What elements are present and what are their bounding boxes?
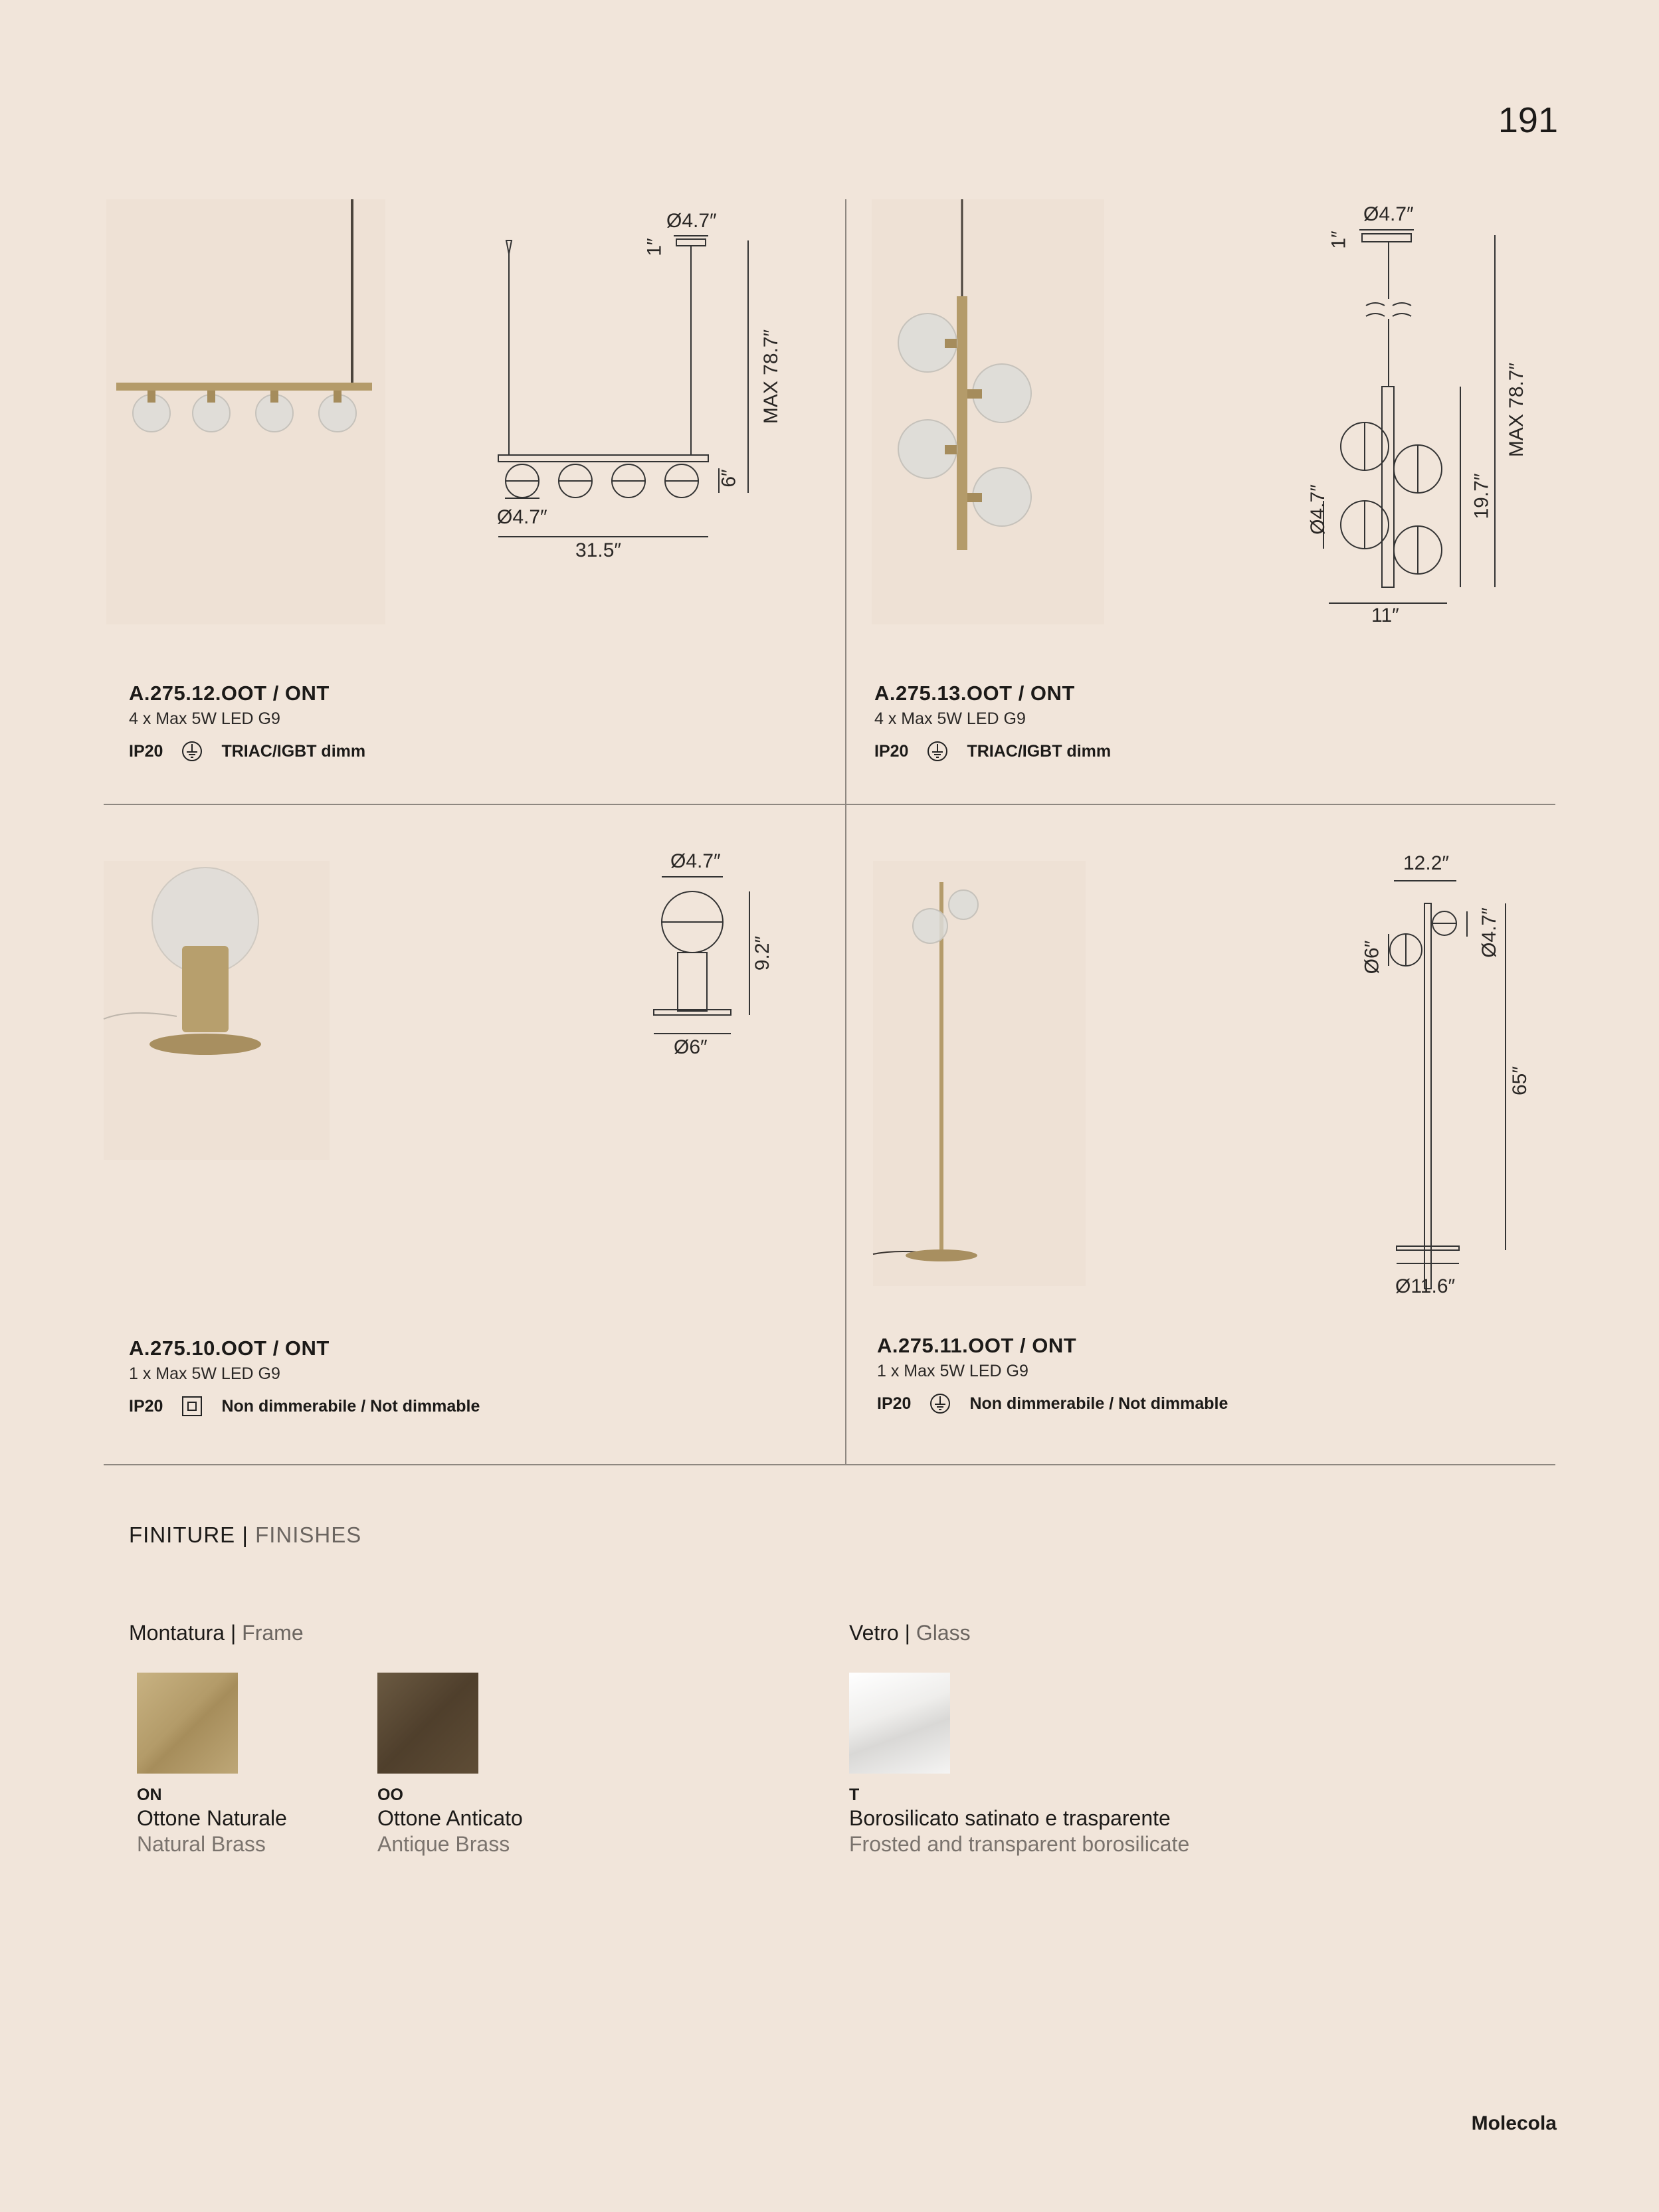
dim-body-height: 19.7″ (1470, 473, 1493, 519)
dim-globe-diameter: Ø4.7″ (497, 506, 547, 528)
dim-globe-diameter: Ø4.7″ (670, 850, 721, 872)
frame-section-title (129, 1621, 304, 1645)
dim-height: 65″ (1509, 1066, 1531, 1095)
product-spec: 4 x Max 5W LED G9 (129, 709, 280, 728)
dimming-info: TRIAC/IGBT dimm (967, 741, 1112, 761)
product-spec: 4 x Max 5W LED G9 (874, 709, 1026, 728)
product-code: A.275.13.OOT / ONT (874, 682, 1075, 705)
dim-globe-diameter: Ø4.7″ (1306, 484, 1329, 535)
finish-swatch-antique-brass (377, 1673, 523, 1857)
dim-height: 9.2″ (751, 935, 774, 971)
floor-lamp-image (873, 861, 1086, 1286)
glass-section-title (849, 1621, 971, 1645)
dim-width: 11″ (1371, 604, 1399, 626)
swatch-borosilicate-glass (849, 1673, 950, 1774)
linear-suspension-image (106, 199, 385, 624)
dim-canopy-height: 1″ (643, 238, 666, 256)
ip-rating: IP20 (874, 741, 909, 761)
grid-divider-middle (104, 804, 1555, 805)
product-photo-linear-suspension (106, 199, 385, 624)
ip-rating: IP20 (129, 741, 163, 761)
finish-name-en: Frosted and transparent borosilicate (849, 1832, 1190, 1856)
finish-swatch-natural-brass (137, 1673, 287, 1857)
swatch-antique-brass (377, 1673, 478, 1774)
finishes-title (129, 1522, 361, 1548)
glass-label-en: Glass (916, 1621, 971, 1645)
dim-canopy-diameter: Ø4.7″ (666, 210, 717, 232)
earth-ground-icon (927, 741, 948, 762)
finish-swatch-glass (849, 1673, 1189, 1857)
title-separator: | (904, 1621, 910, 1645)
finish-name-it: Ottone Naturale (137, 1806, 287, 1830)
finish-name-en: Antique Brass (377, 1832, 510, 1856)
dimming-info: Non dimmerabile / Not dimmable (221, 1396, 480, 1416)
grid-divider-bottom (104, 1464, 1555, 1465)
vertical-suspension-image (872, 199, 1104, 624)
product-photo-floor-lamp (873, 861, 1086, 1286)
dim-fixture-height: 6″ (718, 469, 740, 488)
dimming-info: TRIAC/IGBT dimm (221, 741, 366, 761)
product-info-linear-suspension (129, 682, 365, 762)
brand-name: Molecola (1471, 2112, 1557, 2134)
table-lamp-image (104, 861, 330, 1160)
finish-name-it: Ottone Anticato (377, 1806, 523, 1830)
page-number: 191 (1498, 100, 1558, 140)
grid-divider-vertical (845, 199, 846, 1465)
product-spec: 1 x Max 5W LED G9 (877, 1362, 1028, 1380)
finishes-title-it: FINITURE (129, 1522, 236, 1547)
product-code: A.275.11.OOT / ONT (877, 1334, 1077, 1357)
dim-small-globe-diameter: Ø6″ (1361, 940, 1383, 974)
dim-base-diameter: Ø11.6″ (1395, 1275, 1456, 1297)
frame-label-en: Frame (242, 1621, 304, 1645)
product-code: A.275.10.OOT / ONT (129, 1336, 330, 1360)
product-photo-vertical-suspension (872, 199, 1104, 624)
finish-code: OO (377, 1786, 403, 1804)
dim-width: 31.5″ (575, 539, 622, 561)
product-info-floor-lamp (877, 1334, 1228, 1414)
dim-base-diameter: Ø6″ (674, 1036, 708, 1058)
dim-globe-diameter: Ø4.7″ (1478, 907, 1500, 958)
product-spec: 1 x Max 5W LED G9 (129, 1364, 280, 1383)
title-separator: | (230, 1621, 237, 1645)
dim-width: 12.2″ (1403, 852, 1450, 874)
finish-code: ON (137, 1786, 162, 1804)
dim-canopy-diameter: Ø4.7″ (1363, 203, 1414, 225)
dimming-info: Non dimmerabile / Not dimmable (969, 1394, 1228, 1413)
glass-label-it: Vetro (849, 1621, 899, 1645)
technical-drawing-vertical-suspension (1296, 199, 1508, 624)
product-info-table-lamp (129, 1336, 480, 1417)
title-separator: | (242, 1522, 248, 1547)
product-code: A.275.12.OOT / ONT (129, 682, 330, 705)
finish-name-it: Borosilicato satinato e trasparente (849, 1806, 1171, 1830)
earth-ground-icon (929, 1393, 951, 1414)
finish-code: T (849, 1786, 860, 1804)
swatch-natural-brass (137, 1673, 238, 1774)
finishes-title-en: FINISHES (255, 1522, 362, 1547)
product-photo-table-lamp (104, 861, 330, 1160)
dim-max-length: MAX 78.7″ (760, 329, 783, 424)
earth-ground-icon (181, 741, 203, 762)
dim-canopy-height: 1″ (1327, 230, 1350, 249)
ip-rating: IP20 (129, 1396, 163, 1416)
dim-max-length: MAX 78.7″ (1506, 362, 1528, 458)
ip-rating: IP20 (877, 1394, 912, 1413)
frame-label-it: Montatura (129, 1621, 225, 1645)
finish-name-en: Natural Brass (137, 1832, 266, 1856)
double-insulation-icon (181, 1396, 203, 1417)
product-info-vertical-suspension (874, 682, 1111, 762)
